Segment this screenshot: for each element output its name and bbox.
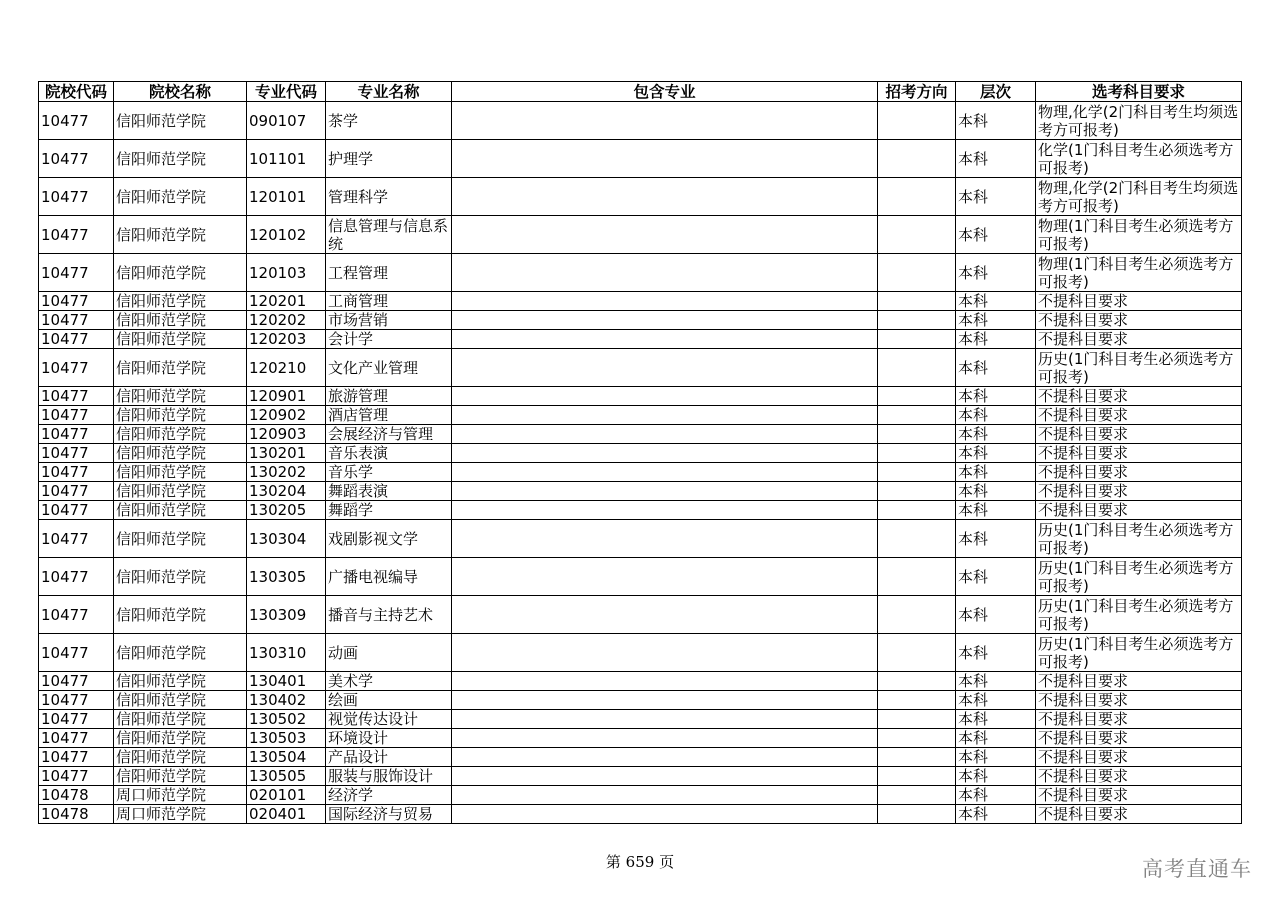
- cell-level: 本科: [956, 444, 1036, 463]
- cell-direction: [878, 178, 956, 216]
- cell-major-name: 美术学: [326, 672, 452, 691]
- cell-school-name: 信阳师范学院: [114, 482, 247, 501]
- cell-school-name: 信阳师范学院: [114, 748, 247, 767]
- cell-major-code: 130304: [247, 520, 326, 558]
- cell-direction: [878, 311, 956, 330]
- table-row: [39, 444, 1242, 463]
- cell-level: 本科: [956, 216, 1036, 254]
- table-row: [39, 463, 1242, 482]
- cell-level: 本科: [956, 311, 1036, 330]
- cell-school-name: 信阳师范学院: [114, 349, 247, 387]
- cell-major-code: 130502: [247, 710, 326, 729]
- table-row: [39, 330, 1242, 349]
- cell-school-name: 信阳师范学院: [114, 330, 247, 349]
- cell-included-majors: [452, 596, 878, 634]
- table-row: [39, 387, 1242, 406]
- cell-school-name: 信阳师范学院: [114, 140, 247, 178]
- cell-direction: [878, 691, 956, 710]
- cell-school-code: 10477: [39, 254, 114, 292]
- cell-direction: [878, 482, 956, 501]
- cell-school-code: 10477: [39, 710, 114, 729]
- cell-subject-requirement: 不提科目要求: [1036, 748, 1242, 767]
- cell-major-name: 舞蹈学: [326, 501, 452, 520]
- cell-direction: [878, 292, 956, 311]
- cell-level: 本科: [956, 805, 1036, 824]
- cell-major-code: 120103: [247, 254, 326, 292]
- cell-school-code: 10477: [39, 558, 114, 596]
- cell-included-majors: [452, 387, 878, 406]
- cell-included-majors: [452, 311, 878, 330]
- cell-major-name: 会计学: [326, 330, 452, 349]
- cell-major-code: 120203: [247, 330, 326, 349]
- cell-major-name: 服装与服饰设计: [326, 767, 452, 786]
- cell-direction: [878, 748, 956, 767]
- cell-school-code: 10477: [39, 444, 114, 463]
- cell-level: 本科: [956, 520, 1036, 558]
- table-header-row: [39, 82, 1242, 102]
- cell-school-name: 信阳师范学院: [114, 729, 247, 748]
- cell-major-name: 工程管理: [326, 254, 452, 292]
- cell-direction: [878, 216, 956, 254]
- cell-major-code: 120101: [247, 178, 326, 216]
- table-row: [39, 729, 1242, 748]
- cell-school-name: 信阳师范学院: [114, 254, 247, 292]
- cell-major-code: 130504: [247, 748, 326, 767]
- cell-level: 本科: [956, 406, 1036, 425]
- cell-level: 本科: [956, 482, 1036, 501]
- table-row: [39, 634, 1242, 672]
- cell-school-name: 信阳师范学院: [114, 102, 247, 140]
- cell-subject-requirement: 不提科目要求: [1036, 691, 1242, 710]
- cell-major-code: 130305: [247, 558, 326, 596]
- cell-major-name: 国际经济与贸易: [326, 805, 452, 824]
- header-major-code: 专业代码: [247, 82, 326, 102]
- cell-major-code: 130503: [247, 729, 326, 748]
- cell-included-majors: [452, 330, 878, 349]
- cell-level: 本科: [956, 254, 1036, 292]
- cell-included-majors: [452, 349, 878, 387]
- table-row: [39, 292, 1242, 311]
- table-row: [39, 748, 1242, 767]
- cell-major-name: 旅游管理: [326, 387, 452, 406]
- cell-subject-requirement: 不提科目要求: [1036, 729, 1242, 748]
- cell-school-code: 10477: [39, 596, 114, 634]
- cell-direction: [878, 558, 956, 596]
- cell-level: 本科: [956, 178, 1036, 216]
- cell-major-name: 音乐学: [326, 463, 452, 482]
- cell-included-majors: [452, 520, 878, 558]
- cell-school-code: 10477: [39, 729, 114, 748]
- cell-major-code: 130202: [247, 463, 326, 482]
- cell-school-code: 10477: [39, 349, 114, 387]
- cell-major-code: 130310: [247, 634, 326, 672]
- cell-major-name: 酒店管理: [326, 406, 452, 425]
- cell-level: 本科: [956, 140, 1036, 178]
- cell-included-majors: [452, 729, 878, 748]
- cell-direction: [878, 330, 956, 349]
- cell-major-name: 市场营销: [326, 311, 452, 330]
- cell-direction: [878, 406, 956, 425]
- cell-school-name: 信阳师范学院: [114, 596, 247, 634]
- cell-direction: [878, 254, 956, 292]
- cell-major-code: 020401: [247, 805, 326, 824]
- cell-subject-requirement: 不提科目要求: [1036, 786, 1242, 805]
- table-row: [39, 216, 1242, 254]
- cell-subject-requirement: 不提科目要求: [1036, 805, 1242, 824]
- cell-included-majors: [452, 425, 878, 444]
- cell-major-code: 120902: [247, 406, 326, 425]
- cell-subject-requirement: 不提科目要求: [1036, 482, 1242, 501]
- cell-school-code: 10478: [39, 805, 114, 824]
- cell-subject-requirement: 历史(1门科目考生必须选考方可报考): [1036, 558, 1242, 596]
- cell-included-majors: [452, 710, 878, 729]
- cell-major-name: 舞蹈表演: [326, 482, 452, 501]
- header-major-name: 专业名称: [326, 82, 452, 102]
- cell-major-name: 护理学: [326, 140, 452, 178]
- cell-direction: [878, 767, 956, 786]
- cell-included-majors: [452, 254, 878, 292]
- cell-level: 本科: [956, 634, 1036, 672]
- cell-school-name: 周口师范学院: [114, 786, 247, 805]
- cell-included-majors: [452, 805, 878, 824]
- header-direction: 招考方向: [878, 82, 956, 102]
- cell-subject-requirement: 历史(1门科目考生必须选考方可报考): [1036, 634, 1242, 672]
- cell-direction: [878, 786, 956, 805]
- cell-direction: [878, 672, 956, 691]
- cell-major-code: 120210: [247, 349, 326, 387]
- cell-major-name: 管理科学: [326, 178, 452, 216]
- table-row: [39, 406, 1242, 425]
- cell-level: 本科: [956, 425, 1036, 444]
- cell-school-name: 信阳师范学院: [114, 406, 247, 425]
- cell-subject-requirement: 不提科目要求: [1036, 330, 1242, 349]
- admission-table: [38, 81, 1242, 824]
- cell-level: 本科: [956, 349, 1036, 387]
- cell-school-code: 10477: [39, 520, 114, 558]
- table-row: [39, 425, 1242, 444]
- table-row: [39, 672, 1242, 691]
- cell-included-majors: [452, 691, 878, 710]
- cell-included-majors: [452, 444, 878, 463]
- cell-major-name: 播音与主持艺术: [326, 596, 452, 634]
- cell-level: 本科: [956, 672, 1036, 691]
- cell-included-majors: [452, 558, 878, 596]
- cell-school-name: 信阳师范学院: [114, 520, 247, 558]
- header-school-name: 院校名称: [114, 82, 247, 102]
- cell-major-code: 020101: [247, 786, 326, 805]
- cell-major-code: 130309: [247, 596, 326, 634]
- cell-school-code: 10477: [39, 482, 114, 501]
- cell-major-name: 茶学: [326, 102, 452, 140]
- table-row: [39, 349, 1242, 387]
- cell-school-code: 10477: [39, 691, 114, 710]
- cell-school-name: 信阳师范学院: [114, 767, 247, 786]
- cell-direction: [878, 805, 956, 824]
- table-row: [39, 805, 1242, 824]
- cell-major-code: 120102: [247, 216, 326, 254]
- cell-school-name: 信阳师范学院: [114, 292, 247, 311]
- table-row: [39, 254, 1242, 292]
- cell-major-code: 130402: [247, 691, 326, 710]
- cell-included-majors: [452, 482, 878, 501]
- cell-major-name: 戏剧影视文学: [326, 520, 452, 558]
- cell-subject-requirement: 不提科目要求: [1036, 444, 1242, 463]
- cell-included-majors: [452, 501, 878, 520]
- cell-subject-requirement: 物理(1门科目考生必须选考方可报考): [1036, 216, 1242, 254]
- cell-major-name: 工商管理: [326, 292, 452, 311]
- cell-major-name: 环境设计: [326, 729, 452, 748]
- cell-school-code: 10477: [39, 102, 114, 140]
- cell-included-majors: [452, 216, 878, 254]
- cell-major-name: 绘画: [326, 691, 452, 710]
- cell-school-code: 10477: [39, 501, 114, 520]
- cell-school-code: 10477: [39, 463, 114, 482]
- cell-direction: [878, 349, 956, 387]
- header-subject-requirement: 选考科目要求: [1036, 82, 1242, 102]
- cell-major-name: 经济学: [326, 786, 452, 805]
- cell-subject-requirement: 物理(1门科目考生必须选考方可报考): [1036, 254, 1242, 292]
- cell-school-code: 10477: [39, 292, 114, 311]
- header-school-code: 院校代码: [39, 82, 114, 102]
- cell-subject-requirement: 不提科目要求: [1036, 501, 1242, 520]
- cell-major-code: 090107: [247, 102, 326, 140]
- cell-school-name: 信阳师范学院: [114, 634, 247, 672]
- cell-major-code: 130201: [247, 444, 326, 463]
- cell-level: 本科: [956, 729, 1036, 748]
- table-row: [39, 178, 1242, 216]
- cell-included-majors: [452, 767, 878, 786]
- table-row: [39, 102, 1242, 140]
- cell-level: 本科: [956, 501, 1036, 520]
- cell-level: 本科: [956, 748, 1036, 767]
- cell-school-code: 10477: [39, 216, 114, 254]
- cell-direction: [878, 596, 956, 634]
- cell-subject-requirement: 不提科目要求: [1036, 463, 1242, 482]
- cell-major-name: 文化产业管理: [326, 349, 452, 387]
- cell-school-name: 信阳师范学院: [114, 672, 247, 691]
- cell-major-code: 130401: [247, 672, 326, 691]
- cell-subject-requirement: 不提科目要求: [1036, 710, 1242, 729]
- cell-school-name: 信阳师范学院: [114, 558, 247, 596]
- cell-school-name: 信阳师范学院: [114, 425, 247, 444]
- cell-level: 本科: [956, 102, 1036, 140]
- cell-major-name: 广播电视编导: [326, 558, 452, 596]
- cell-major-code: 130505: [247, 767, 326, 786]
- table-row: [39, 501, 1242, 520]
- cell-direction: [878, 102, 956, 140]
- cell-school-code: 10478: [39, 786, 114, 805]
- cell-included-majors: [452, 748, 878, 767]
- cell-level: 本科: [956, 767, 1036, 786]
- cell-level: 本科: [956, 786, 1036, 805]
- cell-level: 本科: [956, 463, 1036, 482]
- cell-subject-requirement: 物理,化学(2门科目考生均须选考方可报考): [1036, 178, 1242, 216]
- cell-school-code: 10477: [39, 387, 114, 406]
- table-row: [39, 311, 1242, 330]
- table-row: [39, 786, 1242, 805]
- cell-subject-requirement: 不提科目要求: [1036, 387, 1242, 406]
- cell-subject-requirement: 不提科目要求: [1036, 311, 1242, 330]
- cell-major-name: 音乐表演: [326, 444, 452, 463]
- cell-level: 本科: [956, 596, 1036, 634]
- cell-major-code: 120201: [247, 292, 326, 311]
- cell-direction: [878, 634, 956, 672]
- table-row: [39, 767, 1242, 786]
- cell-level: 本科: [956, 710, 1036, 729]
- cell-level: 本科: [956, 330, 1036, 349]
- cell-included-majors: [452, 672, 878, 691]
- cell-direction: [878, 729, 956, 748]
- cell-school-name: 信阳师范学院: [114, 178, 247, 216]
- cell-school-code: 10477: [39, 634, 114, 672]
- page-number: 第 659 页: [605, 853, 675, 871]
- cell-direction: [878, 520, 956, 558]
- cell-major-code: 120202: [247, 311, 326, 330]
- cell-school-name: 信阳师范学院: [114, 501, 247, 520]
- cell-direction: [878, 425, 956, 444]
- cell-school-code: 10477: [39, 425, 114, 444]
- cell-subject-requirement: 不提科目要求: [1036, 292, 1242, 311]
- cell-level: 本科: [956, 691, 1036, 710]
- header-level: 层次: [956, 82, 1036, 102]
- cell-major-name: 会展经济与管理: [326, 425, 452, 444]
- cell-direction: [878, 463, 956, 482]
- cell-school-code: 10477: [39, 311, 114, 330]
- cell-subject-requirement: 不提科目要求: [1036, 672, 1242, 691]
- cell-subject-requirement: 物理,化学(2门科目考生均须选考方可报考): [1036, 102, 1242, 140]
- cell-level: 本科: [956, 387, 1036, 406]
- cell-school-code: 10477: [39, 330, 114, 349]
- cell-school-name: 信阳师范学院: [114, 463, 247, 482]
- cell-school-name: 信阳师范学院: [114, 710, 247, 729]
- cell-subject-requirement: 不提科目要求: [1036, 425, 1242, 444]
- table-row: [39, 520, 1242, 558]
- header-included-majors: 包含专业: [452, 82, 878, 102]
- cell-school-code: 10477: [39, 748, 114, 767]
- cell-major-code: 120901: [247, 387, 326, 406]
- cell-subject-requirement: 不提科目要求: [1036, 767, 1242, 786]
- cell-included-majors: [452, 140, 878, 178]
- cell-major-code: 101101: [247, 140, 326, 178]
- cell-school-code: 10477: [39, 406, 114, 425]
- cell-major-name: 产品设计: [326, 748, 452, 767]
- cell-included-majors: [452, 178, 878, 216]
- cell-subject-requirement: 历史(1门科目考生必须选考方可报考): [1036, 520, 1242, 558]
- cell-school-name: 信阳师范学院: [114, 387, 247, 406]
- cell-school-name: 信阳师范学院: [114, 216, 247, 254]
- table-row: [39, 596, 1242, 634]
- cell-subject-requirement: 化学(1门科目考生必须选考方可报考): [1036, 140, 1242, 178]
- table-body: [39, 102, 1242, 824]
- cell-included-majors: [452, 292, 878, 311]
- table-row: [39, 710, 1242, 729]
- cell-included-majors: [452, 786, 878, 805]
- cell-major-code: 130204: [247, 482, 326, 501]
- cell-direction: [878, 387, 956, 406]
- cell-school-code: 10477: [39, 140, 114, 178]
- cell-level: 本科: [956, 292, 1036, 311]
- cell-included-majors: [452, 102, 878, 140]
- cell-school-code: 10477: [39, 672, 114, 691]
- cell-major-code: 130205: [247, 501, 326, 520]
- cell-school-name: 信阳师范学院: [114, 691, 247, 710]
- cell-included-majors: [452, 463, 878, 482]
- table-row: [39, 558, 1242, 596]
- cell-school-name: 信阳师范学院: [114, 444, 247, 463]
- cell-school-code: 10477: [39, 767, 114, 786]
- cell-level: 本科: [956, 558, 1036, 596]
- table-row: [39, 482, 1242, 501]
- cell-major-name: 信息管理与信息系统: [326, 216, 452, 254]
- cell-subject-requirement: 历史(1门科目考生必须选考方可报考): [1036, 349, 1242, 387]
- cell-major-name: 动画: [326, 634, 452, 672]
- cell-major-name: 视觉传达设计: [326, 710, 452, 729]
- cell-school-code: 10477: [39, 178, 114, 216]
- cell-major-code: 120903: [247, 425, 326, 444]
- cell-direction: [878, 140, 956, 178]
- cell-direction: [878, 444, 956, 463]
- cell-direction: [878, 501, 956, 520]
- cell-subject-requirement: 不提科目要求: [1036, 406, 1242, 425]
- cell-direction: [878, 710, 956, 729]
- cell-school-name: 信阳师范学院: [114, 311, 247, 330]
- cell-included-majors: [452, 406, 878, 425]
- cell-subject-requirement: 历史(1门科目考生必须选考方可报考): [1036, 596, 1242, 634]
- cell-included-majors: [452, 634, 878, 672]
- cell-school-name: 周口师范学院: [114, 805, 247, 824]
- table-row: [39, 140, 1242, 178]
- table-row: [39, 691, 1242, 710]
- watermark: 高考直通车: [1142, 857, 1252, 881]
